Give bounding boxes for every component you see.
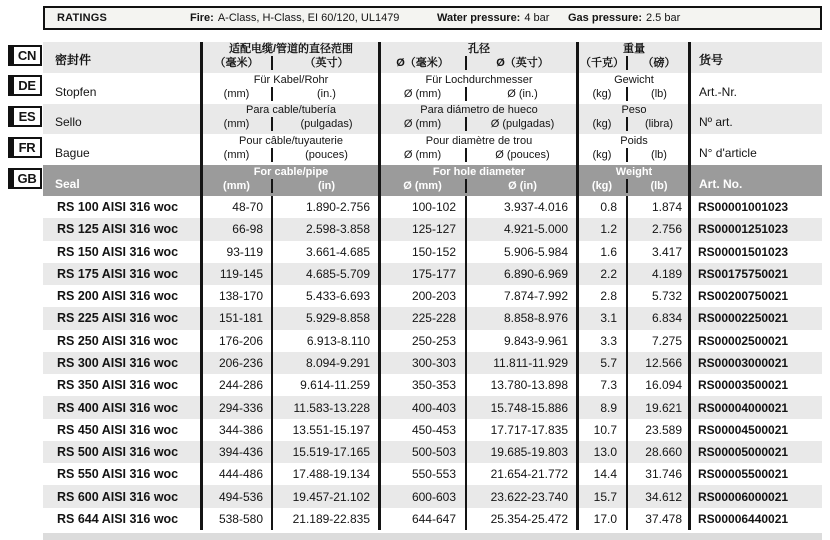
hole-diameter-in: 7.874-7.992 — [503, 289, 568, 304]
art-no: RS00001251023 — [698, 222, 789, 237]
cable-range-in: 8.094-9.291 — [305, 355, 370, 370]
weight-lb: 3.417 — [651, 244, 682, 259]
weight-title: 重量 — [623, 42, 645, 55]
cable-range-mm: 244-286 — [218, 378, 263, 393]
unit-mm: （毫米） — [202, 56, 273, 70]
unit-in: (in.) — [317, 87, 336, 100]
cable-range-mm: 444-486 — [218, 467, 263, 482]
ratings-bar — [43, 6, 822, 30]
cable-range-in: 3.661-4.685 — [305, 244, 370, 259]
unit-in: Ø (pulgadas) — [490, 118, 555, 131]
table-row — [43, 374, 822, 396]
hole-diameter-mm: 250-253 — [411, 333, 456, 348]
column-rule — [200, 42, 203, 530]
header-row-es — [43, 104, 822, 135]
table-row — [43, 419, 822, 441]
hole-diameter-units — [380, 148, 578, 162]
unit-lb: (libra) — [644, 118, 674, 131]
hole-diameter-column-header — [380, 104, 578, 135]
header-row-fr — [43, 134, 822, 165]
weight-title: Weight — [615, 165, 653, 178]
seal-name: RS 100 AISI 316 woc — [57, 200, 179, 215]
art-no: RS00001501023 — [698, 244, 789, 259]
cable-range-mm: 206-236 — [218, 355, 263, 370]
weight-kg: 7.3 — [600, 378, 617, 393]
cable-pipe-column-header — [202, 73, 380, 104]
art-no: RS00200750021 — [698, 289, 789, 304]
cable-range-in: 21.189-22.835 — [292, 511, 370, 526]
fire-rating — [190, 8, 399, 28]
hole-diameter-in: 4.921-5.000 — [503, 222, 568, 237]
unit-mm: Ø（毫米） — [380, 56, 467, 70]
next-section-strip — [43, 533, 822, 540]
table-row — [43, 485, 822, 507]
weight-title: Peso — [621, 104, 647, 117]
unit-lb: (lb) — [650, 179, 668, 192]
hole-diameter-in: 25.354-25.472 — [490, 511, 568, 526]
hole-diameter-title: Für Lochdurchmesser — [425, 73, 533, 86]
art-no: RS00002250021 — [698, 311, 789, 326]
weight-column-header — [578, 165, 690, 196]
table-row — [43, 508, 822, 530]
cable-range-in: 9.614-11.259 — [300, 378, 370, 393]
subcolumn-rule — [271, 196, 273, 530]
hole-diameter-in: 8.858-8.976 — [503, 311, 568, 326]
cable-range-in: 13.551-15.197 — [292, 422, 370, 437]
cable-pipe-units — [202, 56, 380, 70]
cable-pipe-units — [202, 179, 380, 193]
gas-pressure-label: Gas pressure: — [568, 12, 642, 24]
art-no: RS00005000021 — [698, 445, 789, 460]
weight-kg: 2.8 — [600, 289, 617, 304]
hole-diameter-mm: 150-152 — [411, 244, 456, 259]
seal-column-label: 密封件 — [55, 52, 92, 67]
weight-lb: 1.874 — [651, 200, 682, 215]
art-no: RS00006000021 — [698, 489, 789, 504]
cable-range-in: 17.488-19.134 — [292, 467, 370, 482]
weight-kg: 3.3 — [600, 333, 617, 348]
water-pressure-value: 4 bar — [524, 12, 550, 24]
cable-range-in: 2.598-3.858 — [305, 222, 370, 237]
seal-name: RS 125 AISI 316 woc — [57, 222, 179, 237]
hole-diameter-units — [380, 87, 578, 101]
weight-units — [578, 87, 690, 101]
hole-diameter-column-header — [380, 42, 578, 73]
cable-range-mm: 151-181 — [218, 311, 263, 326]
weight-kg: 17.0 — [593, 511, 617, 526]
fire-value: A-Class, H-Class, EI 60/120, UL1479 — [217, 12, 400, 24]
art-no-column-label: Art. No. — [699, 176, 743, 191]
seal-column-label: Sello — [55, 115, 82, 130]
hole-diameter-mm: 125-127 — [411, 222, 456, 237]
unit-in: (pouces) — [305, 149, 348, 162]
lang-tag-fr: FR — [8, 137, 42, 158]
hole-diameter-mm: 300-303 — [411, 355, 456, 370]
cable-range-in: 15.519-17.165 — [292, 445, 370, 460]
art-no: RS00003000021 — [698, 355, 789, 370]
weight-lb: 4.189 — [651, 266, 682, 281]
cable-range-in: 11.583-13.228 — [293, 400, 370, 415]
cable-pipe-title: Pour câble/tuyauterie — [239, 135, 343, 148]
seal-name: RS 500 AISI 316 woc — [57, 445, 179, 460]
art-no: RS00006440021 — [698, 511, 789, 526]
weight-lb: 34.612 — [645, 489, 682, 504]
unit-kg: (kg) — [578, 148, 628, 162]
weight-lb: 5.732 — [651, 289, 682, 304]
art-no-column-label: 货号 — [699, 52, 724, 67]
seal-name: RS 400 AISI 316 woc — [57, 400, 179, 415]
cable-range-mm: 138-170 — [218, 289, 263, 304]
unit-lb: (lb) — [651, 87, 667, 100]
unit-mm: (mm) — [202, 148, 273, 162]
spec-table — [43, 42, 822, 530]
unit-in: （英寸） — [304, 56, 349, 69]
cable-range-in: 5.433-6.693 — [305, 289, 370, 304]
column-rule — [378, 42, 381, 530]
seal-name: RS 550 AISI 316 woc — [57, 467, 179, 482]
table-row — [43, 263, 822, 285]
weight-column-header — [578, 104, 690, 135]
hole-diameter-in: 5.906-5.984 — [503, 244, 568, 259]
unit-in: (in) — [317, 179, 336, 192]
cable-range-mm: 394-436 — [218, 445, 263, 460]
hole-diameter-mm: 450-453 — [411, 422, 456, 437]
weight-kg: 8.9 — [600, 400, 617, 415]
weight-units — [578, 117, 690, 131]
cable-range-in: 4.685-5.709 — [305, 266, 370, 281]
weight-lb: 6.834 — [651, 311, 682, 326]
fire-label: Fire: — [190, 12, 214, 24]
seal-column-label: Seal — [55, 176, 80, 191]
weight-lb: 37.478 — [645, 511, 682, 526]
unit-mm: (mm) — [202, 179, 273, 193]
hole-diameter-units — [380, 179, 578, 193]
hole-diameter-column-header — [380, 165, 578, 196]
weight-title: Gewicht — [614, 73, 654, 86]
weight-lb: 19.621 — [645, 400, 682, 415]
cable-range-mm: 93-119 — [226, 244, 263, 259]
seal-name: RS 450 AISI 316 woc — [57, 422, 179, 437]
hole-diameter-in: 17.717-17.835 — [490, 422, 568, 437]
hole-diameter-in: 15.748-15.886 — [490, 400, 568, 415]
hole-diameter-column-header — [380, 73, 578, 104]
hole-diameter-mm: 500-503 — [411, 445, 456, 460]
cable-pipe-units — [202, 87, 380, 101]
lang-tag-gb: GB — [8, 168, 42, 189]
unit-mm: Ø (mm) — [380, 117, 467, 131]
cable-range-in: 19.457-21.102 — [292, 489, 370, 504]
header-row-de — [43, 73, 822, 104]
seal-name: RS 200 AISI 316 woc — [57, 289, 179, 304]
art-no: RS00004500021 — [698, 422, 789, 437]
water-pressure-rating — [437, 8, 549, 28]
language-header-rows — [43, 42, 822, 196]
cable-pipe-column-header — [202, 134, 380, 165]
unit-kg: （千克） — [578, 56, 628, 70]
weight-kg: 1.6 — [600, 244, 617, 259]
art-no: RS00003500021 — [698, 378, 789, 393]
cable-pipe-units — [202, 117, 380, 131]
lang-tag-es: ES — [8, 106, 42, 127]
cable-range-mm: 494-536 — [218, 489, 263, 504]
art-no: RS00005500021 — [698, 467, 789, 482]
seal-name: RS 150 AISI 316 woc — [57, 244, 179, 259]
weight-lb: 2.756 — [651, 222, 682, 237]
weight-kg: 5.7 — [600, 355, 617, 370]
art-no: RS00001001023 — [698, 200, 789, 215]
art-no-column-label: Art.-Nr. — [699, 84, 737, 99]
table-row — [43, 330, 822, 352]
weight-lb: 16.094 — [645, 378, 682, 393]
hole-diameter-units — [380, 117, 578, 131]
hole-diameter-in: 13.780-13.898 — [490, 378, 568, 393]
art-no: RS00004000021 — [698, 400, 789, 415]
seal-name: RS 300 AISI 316 woc — [57, 355, 179, 370]
hole-diameter-mm: 644-647 — [411, 511, 456, 526]
cable-range-mm: 344-386 — [218, 422, 263, 437]
seal-column-label: Bague — [55, 146, 90, 161]
gas-pressure-value: 2.5 bar — [645, 12, 681, 24]
cable-pipe-title: Para cable/tubería — [246, 104, 336, 117]
header-row-gb — [43, 165, 822, 196]
unit-kg: (kg) — [578, 179, 628, 193]
unit-in: Ø (pouces) — [495, 149, 550, 162]
weight-kg: 13.0 — [593, 445, 617, 460]
cable-pipe-column-header — [202, 104, 380, 135]
seal-name: RS 644 AISI 316 woc — [57, 511, 179, 526]
hole-diameter-in: 9.843-9.961 — [503, 333, 568, 348]
table-row — [43, 218, 822, 240]
hole-diameter-units — [380, 56, 578, 70]
art-no: RS00175750021 — [698, 266, 789, 281]
table-row — [43, 307, 822, 329]
hole-diameter-mm: 550-553 — [411, 467, 456, 482]
hole-diameter-in: 3.937-4.016 — [503, 200, 568, 215]
table-row — [43, 196, 822, 218]
unit-kg: (kg) — [578, 87, 628, 101]
weight-kg: 2.2 — [600, 266, 617, 281]
cable-pipe-title: For cable/pipe — [253, 165, 329, 178]
seal-name: RS 250 AISI 316 woc — [57, 333, 179, 348]
header-row-cn — [43, 42, 822, 73]
table-row — [43, 352, 822, 374]
unit-in: Ø (in) — [508, 179, 537, 192]
hole-diameter-column-header — [380, 134, 578, 165]
weight-kg: 15.7 — [593, 489, 617, 504]
cable-range-in: 6.913-8.110 — [306, 333, 370, 348]
hole-diameter-mm: 400-403 — [411, 400, 456, 415]
seal-name: RS 600 AISI 316 woc — [57, 489, 179, 504]
weight-lb: 12.566 — [645, 355, 682, 370]
hole-diameter-mm: 350-353 — [411, 378, 456, 393]
weight-lb: 28.660 — [645, 445, 682, 460]
hole-diameter-in: 11.811-11.929 — [493, 355, 568, 370]
cable-range-mm: 176-206 — [218, 333, 263, 348]
unit-in: Ø (in.) — [507, 87, 538, 100]
seal-name: RS 225 AISI 316 woc — [57, 311, 179, 326]
unit-in: (pulgadas) — [300, 118, 353, 131]
column-rule — [576, 42, 579, 530]
weight-kg: 10.7 — [593, 422, 617, 437]
hole-diameter-mm: 600-603 — [411, 489, 456, 504]
weight-lb: 23.589 — [645, 422, 682, 437]
unit-mm: Ø (mm) — [380, 148, 467, 162]
unit-lb: (lb) — [651, 149, 667, 162]
hole-diameter-mm: 175-177 — [411, 266, 456, 281]
hole-diameter-in: 19.685-19.803 — [490, 445, 568, 460]
hole-diameter-title: Pour diamètre de trou — [425, 135, 533, 148]
seal-column-label: Stopfen — [55, 84, 97, 99]
table-body — [43, 196, 822, 530]
seal-name: RS 350 AISI 316 woc — [57, 378, 179, 393]
column-rule — [688, 42, 691, 530]
hole-diameter-title: Para diámetro de hueco — [420, 104, 538, 117]
weight-column-header — [578, 42, 690, 73]
cable-range-mm: 538-580 — [218, 511, 263, 526]
weight-units — [578, 179, 690, 193]
water-pressure-label: Water pressure: — [437, 12, 521, 24]
unit-mm: Ø (mm) — [380, 179, 467, 193]
table-row — [43, 396, 822, 418]
art-no: RS00002500021 — [698, 333, 789, 348]
hole-diameter-title: 孔径 — [468, 42, 490, 55]
weight-units — [578, 56, 690, 70]
cable-range-mm: 66-98 — [232, 222, 263, 237]
hole-diameter-in: 23.622-23.740 — [490, 489, 568, 504]
weight-units — [578, 148, 690, 162]
cable-pipe-column-header — [202, 165, 380, 196]
hole-diameter-mm: 225-228 — [411, 311, 456, 326]
cable-pipe-title: Für Kabel/Rohr — [253, 73, 329, 86]
unit-kg: (kg) — [578, 117, 628, 131]
seal-name: RS 175 AISI 316 woc — [57, 266, 179, 281]
cable-range-mm: 48-70 — [232, 200, 263, 215]
unit-mm: (mm) — [202, 87, 273, 101]
unit-mm: (mm) — [202, 117, 273, 131]
art-no-column-label: Nº art. — [699, 115, 733, 130]
weight-lb: 7.275 — [651, 333, 682, 348]
cable-pipe-column-header — [202, 42, 380, 73]
lang-tag-de: DE — [8, 75, 42, 96]
subcolumn-rule — [626, 196, 628, 530]
cable-pipe-title: 适配电缆/管道的直径范围 — [228, 42, 354, 55]
table-row — [43, 241, 822, 263]
hole-diameter-mm: 200-203 — [411, 289, 456, 304]
ratings-title: RATINGS — [57, 12, 108, 24]
hole-diameter-in: 6.890-6.969 — [503, 266, 568, 281]
unit-lb: （磅） — [642, 56, 676, 69]
unit-mm: Ø (mm) — [380, 87, 467, 101]
weight-column-header — [578, 73, 690, 104]
table-row — [43, 463, 822, 485]
weight-kg: 14.4 — [593, 467, 617, 482]
gas-pressure-rating — [568, 8, 680, 28]
cable-pipe-units — [202, 148, 380, 162]
weight-title: Poids — [620, 135, 648, 148]
art-no-column-label: N° d'article — [699, 146, 757, 161]
cable-range-mm: 119-145 — [219, 266, 263, 281]
table-row — [43, 441, 822, 463]
weight-kg: 1.2 — [600, 222, 617, 237]
cable-range-mm: 294-336 — [218, 400, 263, 415]
cable-range-in: 1.890-2.756 — [305, 200, 370, 215]
weight-lb: 31.746 — [645, 467, 682, 482]
weight-column-header — [578, 134, 690, 165]
weight-kg: 0.8 — [600, 200, 617, 215]
lang-tag-cn: CN — [8, 45, 42, 66]
hole-diameter-mm: 100-102 — [411, 200, 456, 215]
cable-range-in: 5.929-8.858 — [305, 311, 370, 326]
subcolumn-rule — [465, 196, 467, 530]
weight-kg: 3.1 — [600, 311, 617, 326]
table-row — [43, 285, 822, 307]
hole-diameter-in: 21.654-21.772 — [490, 467, 568, 482]
unit-in: Ø（英寸） — [496, 56, 549, 69]
hole-diameter-title: For hole diameter — [432, 165, 526, 178]
